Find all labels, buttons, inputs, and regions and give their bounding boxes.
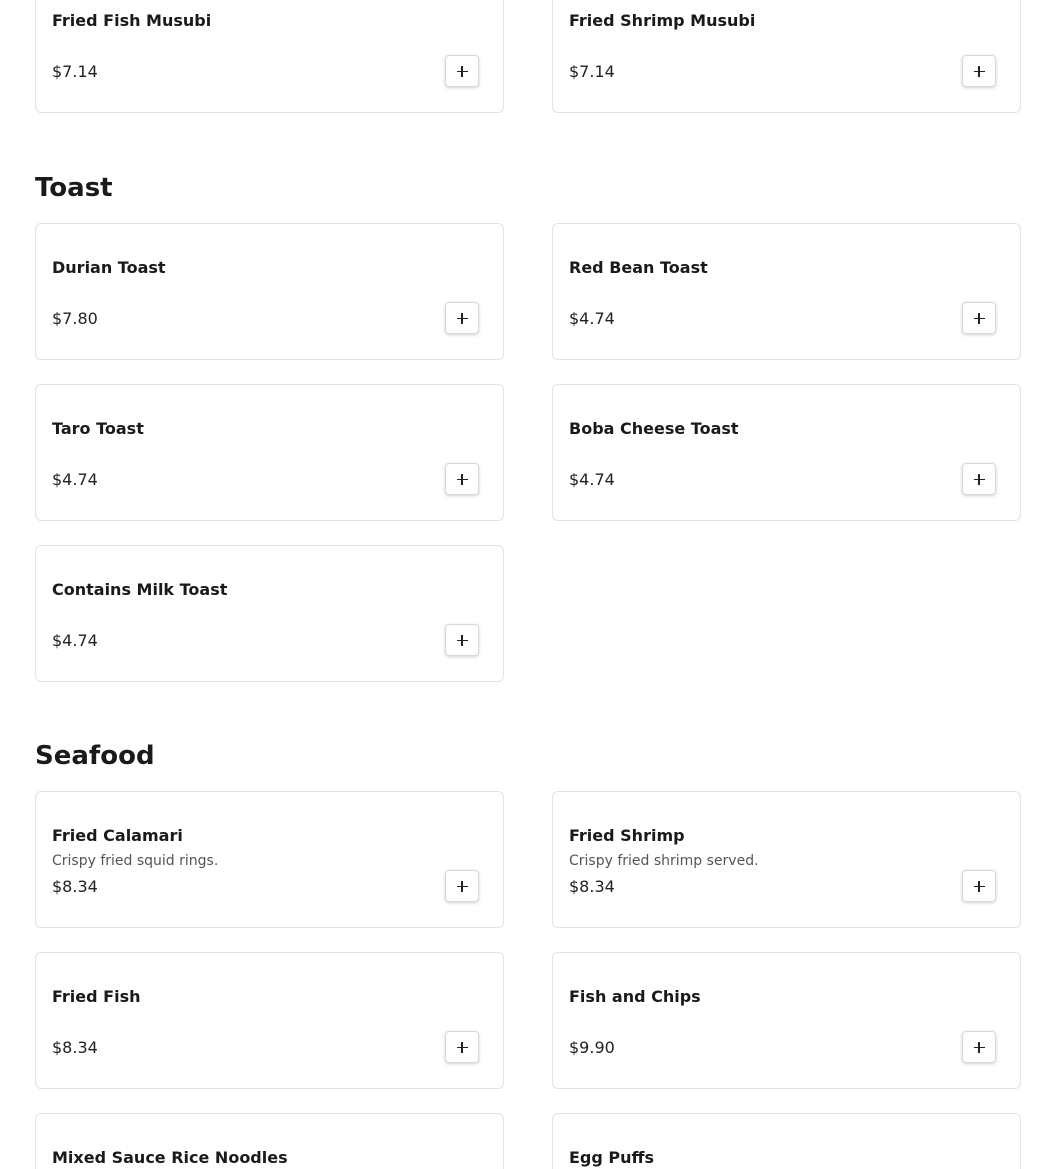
item-name: Fried Calamari	[52, 826, 183, 845]
add-to-cart-button[interactable]	[445, 1031, 479, 1063]
section-title-seafood: Seafood	[35, 741, 155, 771]
item-name: Taro Toast	[52, 419, 144, 438]
plus-icon	[974, 313, 985, 324]
add-to-cart-button[interactable]	[445, 463, 479, 495]
item-price: $8.34	[569, 877, 615, 896]
item-price: $7.14	[569, 62, 615, 81]
item-name: Contains Milk Toast	[52, 580, 228, 599]
menu-item-card[interactable]	[552, 223, 1021, 360]
menu-item-card[interactable]	[552, 1113, 1021, 1169]
add-to-cart-button[interactable]	[445, 55, 479, 87]
add-to-cart-button[interactable]	[445, 302, 479, 334]
plus-icon	[457, 313, 468, 324]
item-price: $7.80	[52, 309, 98, 328]
add-to-cart-button[interactable]	[962, 302, 996, 334]
item-name: Durian Toast	[52, 258, 166, 277]
item-name: Red Bean Toast	[569, 258, 708, 277]
item-price: $4.74	[52, 631, 98, 650]
menu-item-card[interactable]	[35, 545, 504, 682]
add-to-cart-button[interactable]	[962, 463, 996, 495]
add-to-cart-button[interactable]	[445, 624, 479, 656]
menu-item-card[interactable]	[35, 0, 504, 113]
plus-icon	[457, 635, 468, 646]
item-description: Crispy fried squid rings.	[52, 853, 219, 869]
item-price: $8.34	[52, 877, 98, 896]
item-name: Mixed Sauce Rice Noodles	[52, 1148, 288, 1167]
item-name: Fried Shrimp Musubi	[569, 11, 756, 30]
add-to-cart-button[interactable]	[962, 55, 996, 87]
item-name: Fried Shrimp	[569, 826, 685, 845]
item-name: Boba Cheese Toast	[569, 419, 739, 438]
plus-icon	[457, 474, 468, 485]
item-price: $4.74	[569, 470, 615, 489]
item-name: Fried Fish	[52, 987, 141, 1006]
plus-icon	[974, 1042, 985, 1053]
plus-icon	[457, 881, 468, 892]
plus-icon	[457, 1042, 468, 1053]
item-description: Crispy fried shrimp served.	[569, 853, 759, 869]
item-name: Fish and Chips	[569, 987, 701, 1006]
menu-item-card[interactable]	[35, 1113, 504, 1169]
menu-item-card[interactable]	[35, 791, 504, 928]
add-to-cart-button[interactable]	[962, 1031, 996, 1063]
menu-item-card[interactable]	[552, 952, 1021, 1089]
menu-item-card[interactable]	[552, 0, 1021, 113]
menu-item-card[interactable]	[35, 952, 504, 1089]
menu-item-card[interactable]	[552, 791, 1021, 928]
menu-item-card[interactable]	[35, 223, 504, 360]
item-name: Fried Fish Musubi	[52, 11, 212, 30]
section-title-toast: Toast	[35, 173, 113, 203]
item-price: $4.74	[569, 309, 615, 328]
add-to-cart-button[interactable]	[445, 870, 479, 902]
plus-icon	[457, 66, 468, 77]
item-name: Egg Puffs	[569, 1148, 655, 1167]
menu-item-card[interactable]	[552, 384, 1021, 521]
plus-icon	[974, 881, 985, 892]
item-price: $9.90	[569, 1038, 615, 1057]
item-price: $8.34	[52, 1038, 98, 1057]
add-to-cart-button[interactable]	[962, 870, 996, 902]
menu-item-card[interactable]	[35, 384, 504, 521]
item-price: $7.14	[52, 62, 98, 81]
item-price: $4.74	[52, 470, 98, 489]
plus-icon	[974, 474, 985, 485]
plus-icon	[974, 66, 985, 77]
